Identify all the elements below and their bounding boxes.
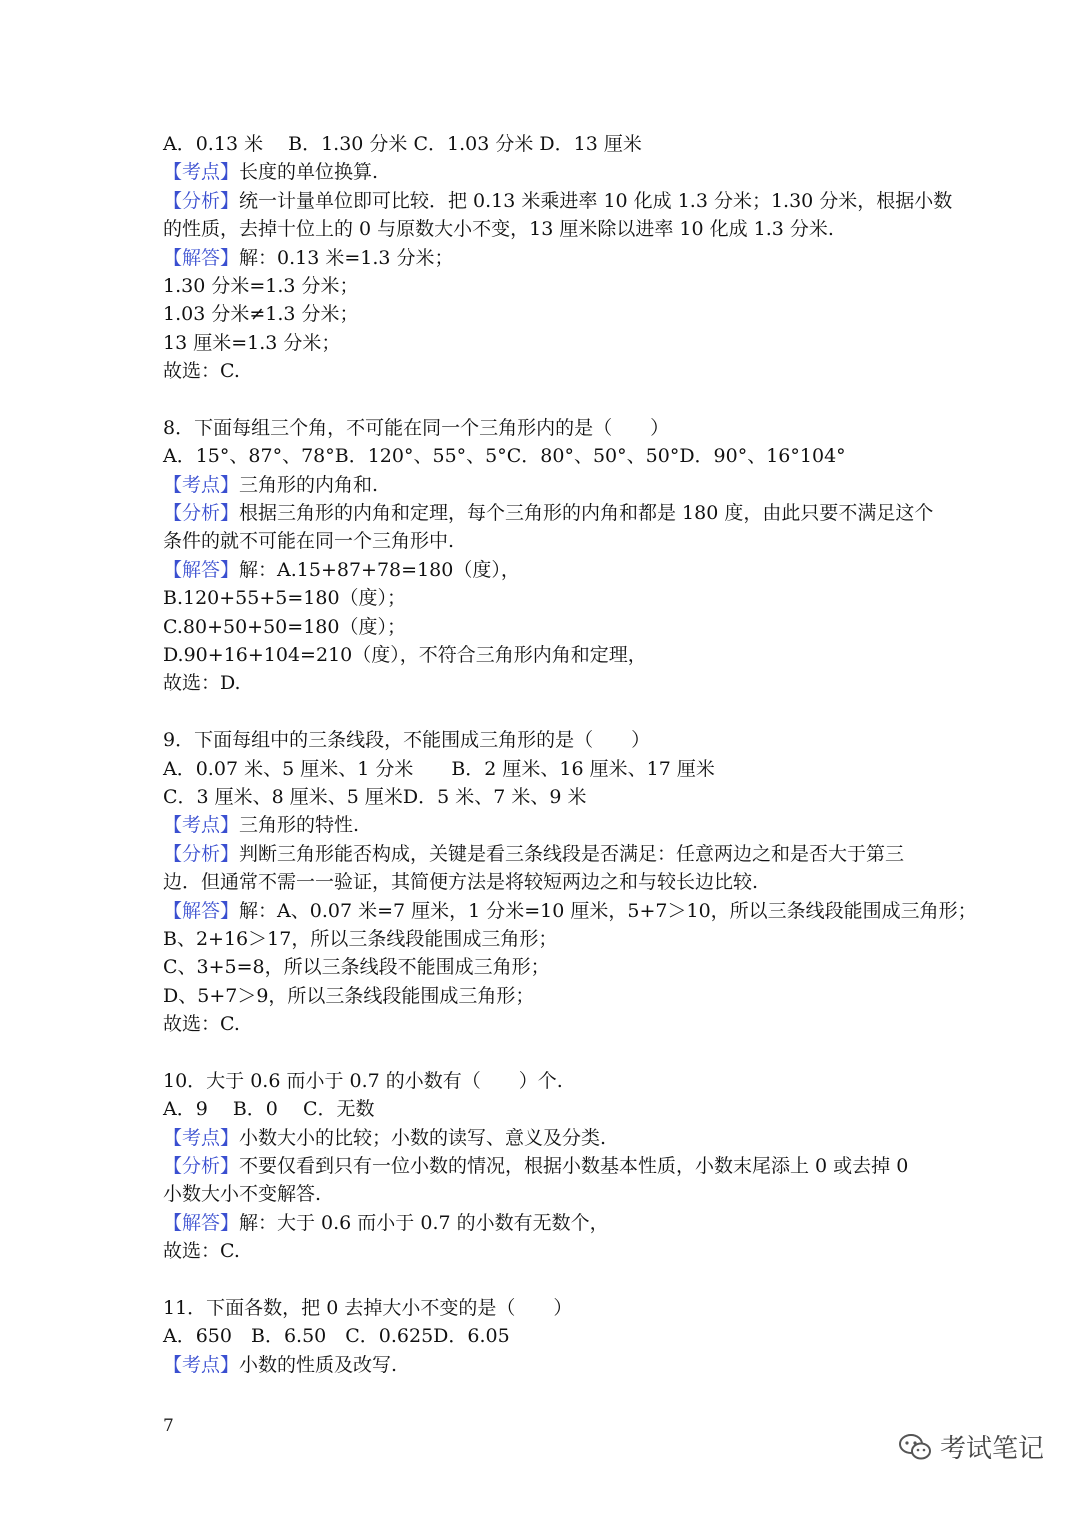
text-line <box>163 669 933 697</box>
blank-line <box>163 1039 933 1067</box>
line-text: A．0.07 米、5 厘米、1 分米 B．2 厘米、16 厘米、17 厘米 <box>163 757 715 780</box>
line-text: C.80+50+50=180（度）； <box>163 615 406 638</box>
section-tag: 【考点】 <box>163 161 240 184</box>
text-line <box>163 897 977 925</box>
text-line <box>163 1152 933 1180</box>
text-line <box>163 811 933 839</box>
text-line <box>163 187 953 215</box>
text-line <box>163 300 933 328</box>
line-text: 不要仅看到只有一位小数的情况，根据小数基本性质，小数末尾添上 0 或去掉 0 <box>239 1155 909 1178</box>
text-line <box>163 329 933 357</box>
text-line <box>163 726 933 754</box>
section-tag: 【考点】 <box>163 1126 240 1149</box>
text-line <box>163 641 933 669</box>
blank-line <box>163 1266 933 1294</box>
line-text: D、5+7＞9，所以三条线段能围成三角形； <box>163 984 535 1007</box>
text-line <box>163 357 933 385</box>
document-body <box>163 130 977 1379</box>
line-text: A．15°、87°、78°B．120°、55°、5°C．80°、50°、50°D．90°、16°104° <box>163 445 846 468</box>
line-text: A．9 B．0 C．无数 <box>163 1098 375 1121</box>
text-line <box>163 783 933 811</box>
line-text: D.90+16+104=210（度），不符合三角形内角和定理， <box>163 644 647 667</box>
text-line <box>163 925 933 953</box>
line-text: 10．大于 0.6 而小于 0.7 的小数有（ ）个. <box>163 1069 563 1092</box>
section-tag: 【分析】 <box>163 189 240 212</box>
line-text: 小数的性质及改写. <box>239 1353 398 1376</box>
text-line <box>163 840 933 868</box>
text-line <box>163 272 933 300</box>
line-text: C．3 厘米、8 厘米、5 厘米D．5 米、7 米、9 米 <box>163 785 587 808</box>
text-line <box>163 584 933 612</box>
line-text: 解：A、0.07 米=7 厘米，1 分米=10 厘米，5+7＞10，所以三条线段能围成三角形； <box>239 899 977 922</box>
line-text: 解：A.15+87+78=180（度）， <box>239 558 520 581</box>
section-tag: 【解答】 <box>163 558 240 581</box>
line-text: 条件的就不可能在同一个三角形中. <box>163 530 455 553</box>
line-text: 统一计量单位即可比较．把 0.13 米乘进率 10 化成 1.3 分米；1.30 分米，根据小数 <box>239 189 953 212</box>
text-line <box>163 442 933 470</box>
watermark <box>898 1428 1044 1465</box>
section-tag: 【分析】 <box>163 502 240 525</box>
line-text: 故选：C. <box>163 1013 240 1036</box>
line-text: B.120+55+5=180（度）； <box>163 587 407 610</box>
section-tag: 【分析】 <box>163 842 240 865</box>
text-line <box>163 953 933 981</box>
blank-line <box>163 386 933 414</box>
line-text: 解：0.13 米=1.3 分米； <box>239 246 454 269</box>
line-text: 故选：C. <box>163 360 240 383</box>
text-line <box>163 1322 933 1350</box>
line-text: 三角形的内角和. <box>239 473 379 496</box>
line-text: 1.03 分米≠1.3 分米； <box>163 303 359 326</box>
text-line <box>163 1209 933 1237</box>
text-line <box>163 471 933 499</box>
line-text: A．0.13 米 B．1.30 分米 C．1.03 分米 D．13 厘米 <box>163 133 642 155</box>
line-text: 解：大于 0.6 而小于 0.7 的小数有无数个， <box>239 1211 609 1234</box>
text-line <box>163 755 933 783</box>
line-text: 8．下面每组三个角，不可能在同一个三角形内的是（ ） <box>163 416 670 439</box>
line-text: 三角形的特性. <box>239 814 360 837</box>
line-text: 小数大小的比较；小数的读写、意义及分类. <box>239 1126 607 1149</box>
line-text: B、2+16＞17，所以三条线段能围成三角形； <box>163 927 558 950</box>
text-line <box>163 244 933 272</box>
line-text: 小数大小不变解答. <box>163 1183 322 1206</box>
line-text: C、3+5=8，所以三条线段不能围成三角形； <box>163 956 550 979</box>
section-tag: 【解答】 <box>163 1211 240 1234</box>
line-text: 长度的单位换算. <box>239 161 379 184</box>
line-text: 的性质，去掉十位上的 0 与原数大小不变，13 厘米除以进率 10 化成 1.3 分米. <box>163 218 834 241</box>
text-line <box>163 1124 933 1152</box>
section-tag: 【分析】 <box>163 1155 240 1178</box>
text-line <box>163 1180 933 1208</box>
text-line <box>163 613 933 641</box>
text-line <box>163 1237 933 1265</box>
line-text: 1.30 分米=1.3 分米； <box>163 274 359 297</box>
text-line <box>163 1351 933 1379</box>
section-tag: 【考点】 <box>163 814 240 837</box>
wechat-icon <box>898 1432 932 1462</box>
text-line <box>163 414 933 442</box>
line-text: 11．下面各数，把 0 去掉大小不变的是（ ） <box>163 1297 573 1320</box>
text-line <box>163 556 933 584</box>
section-tag: 【解答】 <box>163 246 240 269</box>
line-text: 故选：D. <box>163 672 241 695</box>
line-text: 判断三角形能否构成，关键是看三条线段是否满足：任意两边之和是否大于第三 <box>239 842 905 865</box>
text-line <box>163 1010 933 1038</box>
section-tag: 【考点】 <box>163 473 240 496</box>
line-text: A．650 B．6.50 C．0.625D．6.05 <box>163 1325 510 1348</box>
section-tag: 【考点】 <box>163 1353 240 1376</box>
page-number: 7 <box>163 1416 174 1436</box>
line-text: 边．但通常不需一一验证，其简便方法是将较短两边之和与较长边比较. <box>163 871 759 894</box>
watermark-text: 考试笔记 <box>940 1434 1045 1464</box>
blank-line <box>163 698 933 726</box>
text-line <box>163 1294 933 1322</box>
line-text: 故选：C. <box>163 1240 240 1263</box>
line-text: 13 厘米=1.3 分米； <box>163 331 341 354</box>
text-line <box>163 1095 933 1123</box>
text-line <box>163 215 933 243</box>
text-line <box>163 868 933 896</box>
text-line <box>163 158 933 186</box>
text-line <box>163 527 933 555</box>
section-tag: 【解答】 <box>163 899 240 922</box>
text-line <box>163 982 933 1010</box>
text-line <box>163 1067 933 1095</box>
text-line <box>163 499 933 527</box>
text-line <box>163 130 933 158</box>
line-text: 根据三角形的内角和定理，每个三角形的内角和都是 180 度，由此只要不满足这个 <box>239 502 934 525</box>
line-text: 9．下面每组中的三条线段，不能围成三角形的是（ ） <box>163 729 651 752</box>
